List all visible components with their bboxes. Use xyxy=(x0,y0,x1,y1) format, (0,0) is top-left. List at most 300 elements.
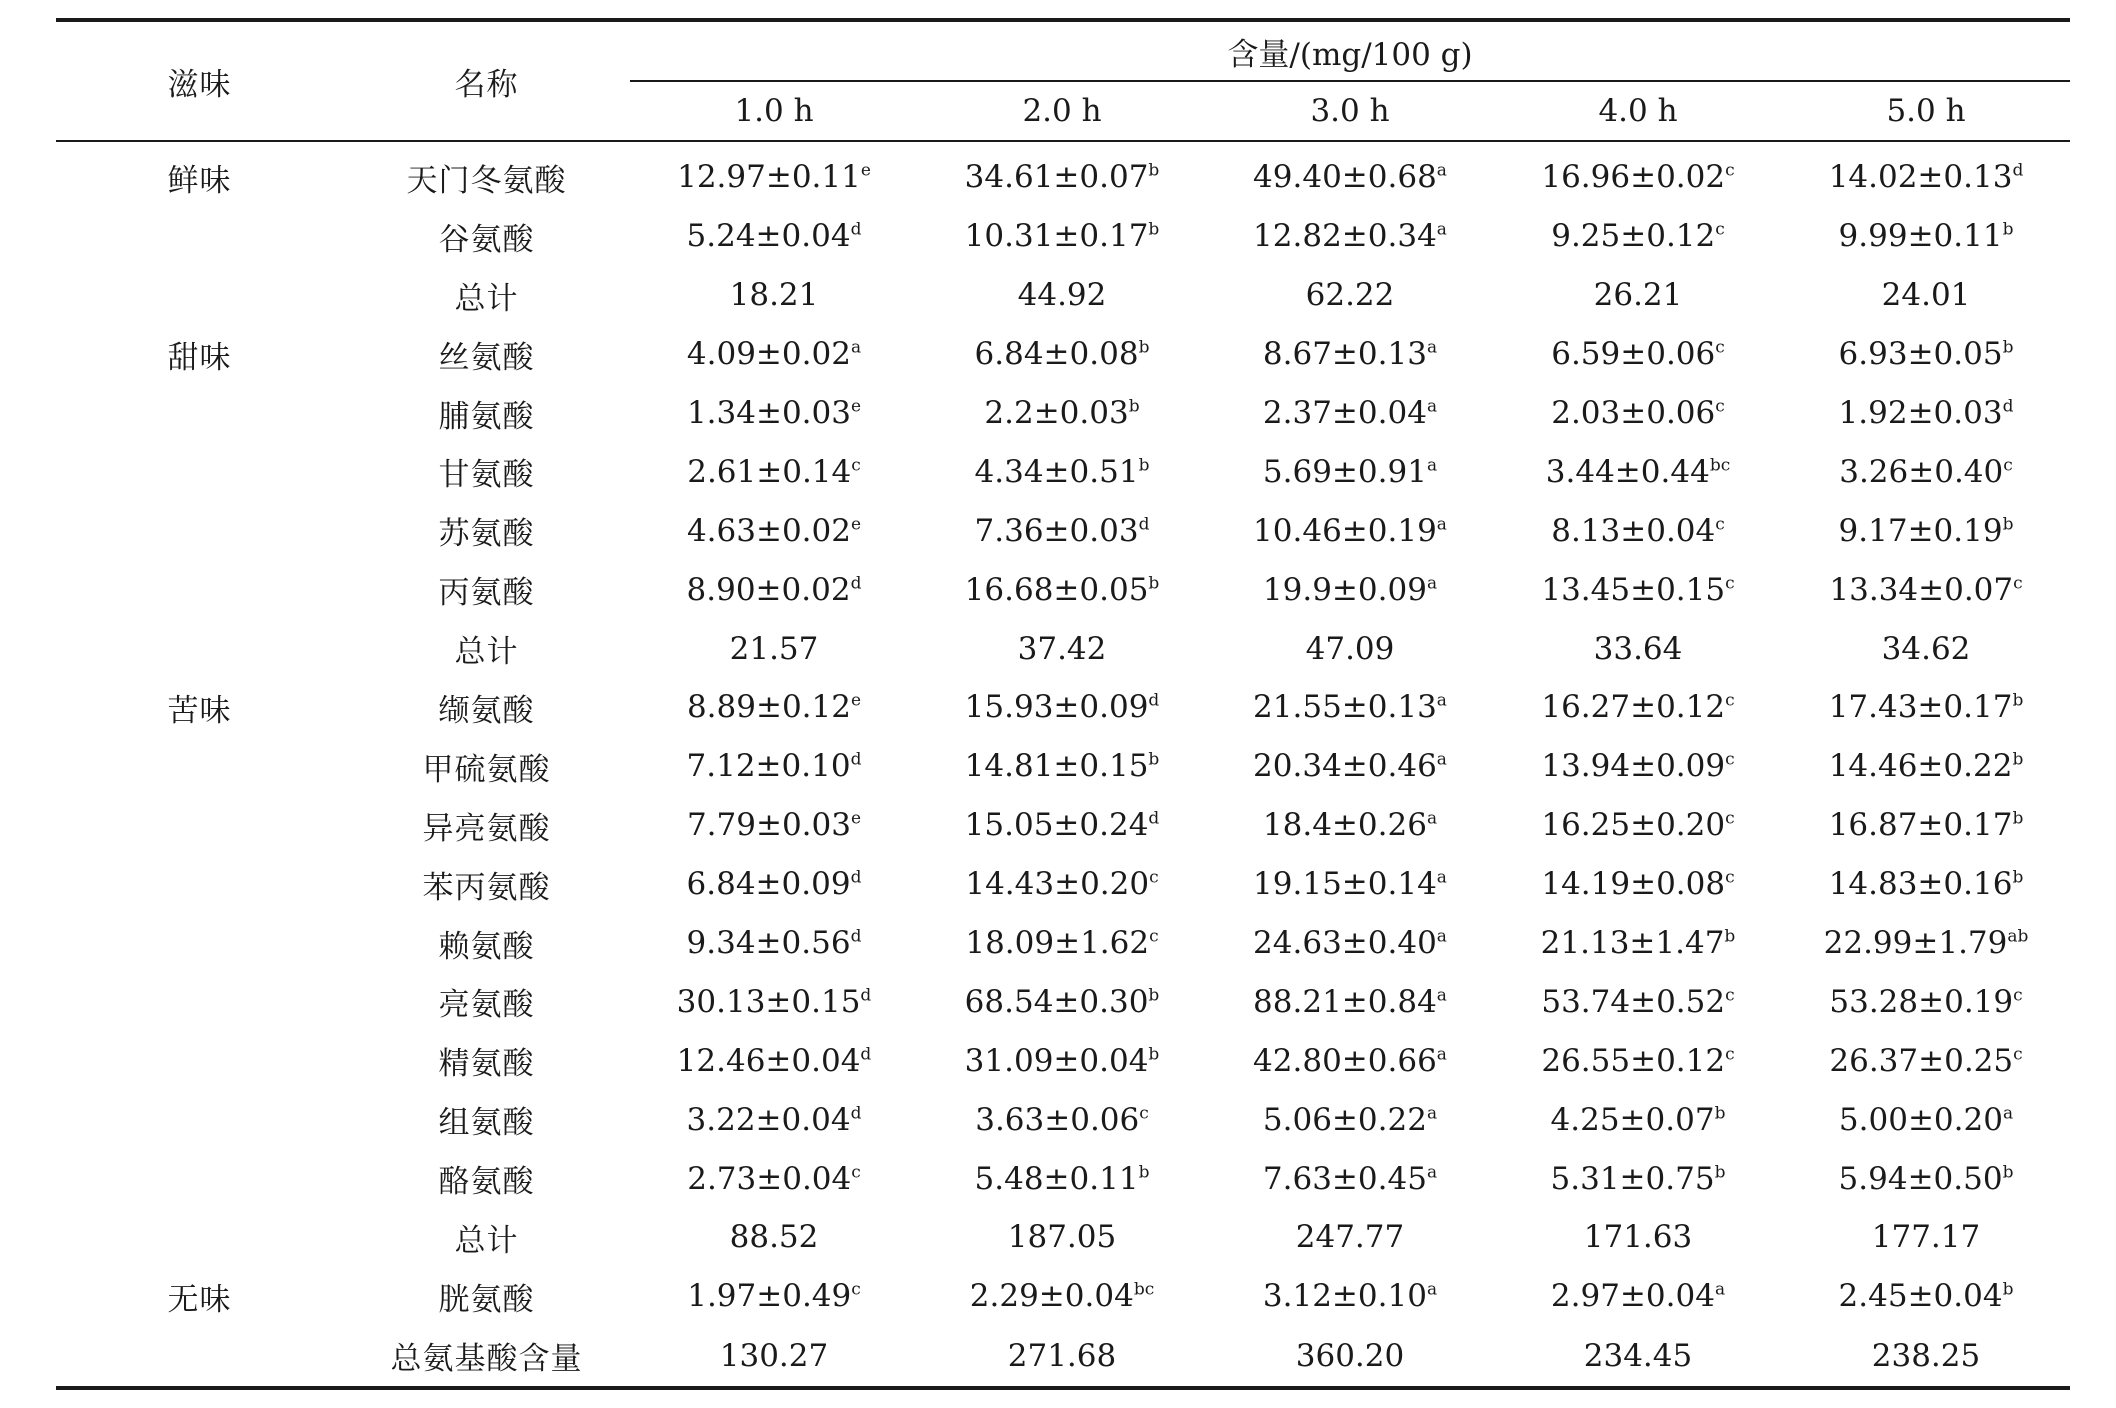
significance-superscript: b xyxy=(1714,1162,1726,1183)
value-text: 14.46±0.22 xyxy=(1828,748,2013,785)
taste-cell: 鲜味 xyxy=(167,162,232,199)
significance-superscript: a xyxy=(1426,455,1438,476)
table-row xyxy=(56,678,2070,737)
value-cell xyxy=(630,737,918,796)
value-cell xyxy=(918,678,1206,737)
taste-cell xyxy=(56,796,343,855)
amino-acid-name-cell: 苯丙氨酸 xyxy=(422,869,551,906)
value-text: 8.90±0.02 xyxy=(686,571,851,608)
significance-superscript: a xyxy=(1426,396,1438,417)
significance-superscript: a xyxy=(1436,985,1447,1006)
value-cell xyxy=(918,560,1206,619)
significance-superscript: c xyxy=(1725,750,1735,771)
table-row xyxy=(56,796,2070,855)
value-text: 22.99±1.79 xyxy=(1823,925,2008,962)
value-cell xyxy=(1494,678,1782,737)
value-cell xyxy=(1494,1090,1782,1149)
significance-superscript: ab xyxy=(2007,926,2029,947)
value-cell xyxy=(630,796,918,855)
significance-superscript: c xyxy=(1725,573,1735,594)
value-text: 26.37±0.25 xyxy=(1829,1042,2014,1079)
value-text: 9.17±0.19 xyxy=(1838,512,2003,549)
value-cell xyxy=(918,141,1206,207)
value-text: 18.21 xyxy=(729,277,819,314)
amino-acid-name-cell: 缬氨酸 xyxy=(438,692,535,729)
value-cell xyxy=(630,1208,918,1267)
value-cell xyxy=(1206,1031,1494,1090)
value-cell xyxy=(630,972,918,1031)
value-text: 4.34±0.51 xyxy=(974,453,1139,490)
value-text: 16.87±0.17 xyxy=(1828,807,2013,844)
significance-superscript: e xyxy=(850,396,862,417)
value-text: 16.96±0.02 xyxy=(1541,159,1726,196)
significance-superscript: c xyxy=(1725,1044,1735,1065)
significance-superscript: b xyxy=(1138,337,1150,358)
significance-superscript: b xyxy=(1148,161,1160,182)
value-text: 24.01 xyxy=(1881,277,1971,314)
value-cell xyxy=(1206,796,1494,855)
value-cell xyxy=(1206,384,1494,443)
value-cell xyxy=(1782,442,2070,501)
value-text: 3.44±0.44 xyxy=(1545,453,1710,490)
significance-superscript: b xyxy=(2002,514,2014,535)
amino-acid-name-cell: 丝氨酸 xyxy=(438,339,535,376)
time-header-4h: 4.0 h xyxy=(1494,81,1782,141)
amino-acid-name-cell: 总计 xyxy=(454,1222,519,1259)
name-column-header: 名称 xyxy=(343,20,630,141)
value-cell xyxy=(630,1031,918,1090)
value-text: 16.68±0.05 xyxy=(964,571,1149,608)
significance-superscript: c xyxy=(1715,514,1725,535)
value-text: 8.89±0.12 xyxy=(686,689,851,726)
significance-superscript: c xyxy=(1725,867,1735,888)
value-text: 5.00±0.20 xyxy=(1838,1101,2003,1138)
value-cell xyxy=(1494,442,1782,501)
value-cell xyxy=(1206,501,1494,560)
significance-superscript: a xyxy=(1714,1280,1726,1301)
value-cell xyxy=(1206,737,1494,796)
value-text: 4.63±0.02 xyxy=(686,512,851,549)
value-text: 14.83±0.16 xyxy=(1828,866,2013,903)
value-text: 7.36±0.03 xyxy=(974,512,1139,549)
significance-superscript: d xyxy=(850,573,862,594)
value-cell xyxy=(1206,914,1494,973)
value-cell xyxy=(1206,1208,1494,1267)
amino-acid-table-container xyxy=(56,18,2070,1390)
significance-superscript: d xyxy=(2002,396,2014,417)
value-cell xyxy=(630,1149,918,1208)
amino-acid-name-cell: 亮氨酸 xyxy=(438,987,535,1024)
value-cell xyxy=(918,1031,1206,1090)
table-row xyxy=(56,501,2070,560)
significance-superscript: c xyxy=(2003,455,2013,476)
significance-superscript: a xyxy=(1426,337,1438,358)
value-cell xyxy=(1494,141,1782,207)
significance-superscript: d xyxy=(1138,514,1150,535)
value-text: 37.42 xyxy=(1017,630,1107,667)
value-cell xyxy=(630,207,918,266)
value-text: 2.37±0.04 xyxy=(1262,395,1427,431)
taste-cell xyxy=(56,442,343,501)
significance-superscript: b xyxy=(2002,337,2014,358)
value-cell xyxy=(1494,1208,1782,1267)
value-text: 2.03±0.06 xyxy=(1551,395,1716,431)
significance-superscript: b xyxy=(2002,220,2014,240)
significance-superscript: c xyxy=(851,1280,861,1301)
table-row xyxy=(56,325,2070,384)
taste-cell xyxy=(56,619,343,678)
significance-superscript: d xyxy=(850,220,862,240)
taste-cell xyxy=(56,384,343,443)
significance-superscript: e xyxy=(860,161,871,182)
significance-superscript: a xyxy=(1436,691,1447,712)
significance-superscript: b xyxy=(1714,1103,1726,1124)
value-text: 4.25±0.07 xyxy=(1550,1101,1715,1138)
value-cell xyxy=(1206,855,1494,914)
value-cell xyxy=(1494,796,1782,855)
value-text: 24.63±0.40 xyxy=(1253,925,1437,962)
significance-superscript: bc xyxy=(1133,1280,1155,1301)
value-text: 88.21±0.84 xyxy=(1253,983,1437,1020)
amino-acid-name-cell: 谷氨酸 xyxy=(438,221,535,258)
taste-cell xyxy=(56,1090,343,1149)
value-cell xyxy=(1206,560,1494,619)
value-cell xyxy=(918,1208,1206,1267)
value-text: 2.73±0.04 xyxy=(687,1160,852,1197)
significance-superscript: b xyxy=(1148,1044,1160,1065)
value-cell xyxy=(1494,914,1782,973)
significance-superscript: a xyxy=(850,337,862,358)
value-text: 1.97±0.49 xyxy=(687,1278,852,1315)
value-text: 33.64 xyxy=(1593,630,1683,667)
amino-acid-name-cell: 丙氨酸 xyxy=(438,575,535,612)
value-text: 8.67±0.13 xyxy=(1262,336,1427,373)
value-cell xyxy=(1782,384,2070,443)
table-row xyxy=(56,266,2070,325)
value-text: 20.34±0.46 xyxy=(1253,748,1437,785)
significance-superscript: d xyxy=(2012,161,2024,182)
amino-acid-name-cell: 甘氨酸 xyxy=(438,457,535,494)
value-text: 26.55±0.12 xyxy=(1541,1042,1726,1079)
value-cell xyxy=(1494,619,1782,678)
table-row xyxy=(56,737,2070,796)
value-text: 360.20 xyxy=(1295,1337,1405,1374)
value-cell xyxy=(1782,1267,2070,1326)
value-cell xyxy=(1494,501,1782,560)
table-row xyxy=(56,914,2070,973)
significance-superscript: b xyxy=(2002,1280,2014,1301)
taste-cell xyxy=(56,972,343,1031)
value-cell xyxy=(1206,1149,1494,1208)
value-cell xyxy=(1494,737,1782,796)
value-text: 21.55±0.13 xyxy=(1253,689,1437,726)
value-text: 31.09±0.04 xyxy=(964,1042,1149,1079)
significance-superscript: b xyxy=(2012,750,2024,771)
significance-superscript: d xyxy=(860,985,872,1006)
value-cell xyxy=(630,384,918,443)
value-cell xyxy=(1782,501,2070,560)
value-text: 62.22 xyxy=(1305,277,1395,314)
value-text: 3.26±0.40 xyxy=(1839,453,2004,490)
value-text: 177.17 xyxy=(1871,1219,1981,1256)
amino-acid-name-cell: 总氨基酸含量 xyxy=(343,1326,630,1388)
taste-cell xyxy=(56,266,343,325)
value-text: 53.74±0.52 xyxy=(1541,983,1726,1020)
significance-superscript: d xyxy=(1148,808,1160,829)
value-cell xyxy=(918,207,1206,266)
significance-superscript: c xyxy=(851,1162,861,1183)
significance-superscript: a xyxy=(1426,1103,1438,1124)
value-text: 1.92±0.03 xyxy=(1838,395,2003,431)
value-cell xyxy=(1782,914,2070,973)
significance-superscript: b xyxy=(1148,750,1160,771)
significance-superscript: c xyxy=(1715,220,1725,240)
significance-superscript: c xyxy=(1715,396,1725,417)
value-cell xyxy=(1494,207,1782,266)
significance-superscript: a xyxy=(1436,220,1447,240)
value-text: 5.06±0.22 xyxy=(1262,1101,1427,1138)
table-body xyxy=(56,141,2070,1388)
value-cell xyxy=(918,1090,1206,1149)
value-cell xyxy=(1206,325,1494,384)
value-cell xyxy=(918,619,1206,678)
value-cell xyxy=(1782,141,2070,207)
significance-superscript: b xyxy=(1148,985,1160,1006)
significance-superscript: a xyxy=(1436,867,1447,888)
value-cell xyxy=(1782,855,2070,914)
significance-superscript: a xyxy=(1426,573,1438,594)
amino-acid-name-cell: 精氨酸 xyxy=(438,1046,535,1083)
value-text: 8.13±0.04 xyxy=(1551,512,1716,549)
value-cell xyxy=(630,1267,918,1326)
value-cell xyxy=(1782,266,2070,325)
value-cell xyxy=(1494,384,1782,443)
value-cell xyxy=(630,560,918,619)
significance-superscript: d xyxy=(860,1044,872,1065)
taste-cell: 苦味 xyxy=(167,692,232,729)
table-header xyxy=(56,20,2070,141)
content-unit-header: 含量/(mg/100 g) xyxy=(630,20,2070,81)
amino-acid-name-cell: 酪氨酸 xyxy=(438,1164,535,1201)
amino-acid-name-cell: 甲硫氨酸 xyxy=(422,751,551,788)
value-text: 5.31±0.75 xyxy=(1550,1160,1715,1197)
value-text: 6.93±0.05 xyxy=(1838,336,2003,373)
value-text: 1.34±0.03 xyxy=(686,395,851,431)
amino-acid-table xyxy=(56,18,2070,1390)
amino-acid-name-cell: 赖氨酸 xyxy=(438,928,535,965)
value-text: 187.05 xyxy=(1007,1219,1117,1256)
value-cell xyxy=(1206,266,1494,325)
value-cell xyxy=(918,796,1206,855)
value-cell xyxy=(1494,560,1782,619)
amino-acid-name-cell: 总计 xyxy=(454,634,519,671)
significance-superscript: b xyxy=(1148,573,1160,594)
value-text: 13.45±0.15 xyxy=(1541,571,1726,608)
significance-superscript: d xyxy=(850,1103,862,1124)
amino-acid-name-cell: 总计 xyxy=(454,280,519,317)
value-text: 2.29±0.04 xyxy=(969,1278,1134,1315)
value-text: 14.19±0.08 xyxy=(1541,866,1726,903)
value-text: 9.25±0.12 xyxy=(1551,218,1716,255)
value-text: 14.02±0.13 xyxy=(1828,159,2013,196)
value-cell xyxy=(1206,141,1494,207)
value-text: 30.13±0.15 xyxy=(676,983,861,1020)
value-cell xyxy=(1206,1267,1494,1326)
table-row xyxy=(56,1090,2070,1149)
value-cell xyxy=(1782,1090,2070,1149)
value-cell xyxy=(1494,1149,1782,1208)
significance-superscript: c xyxy=(1725,691,1735,712)
value-text: 13.94±0.09 xyxy=(1541,748,1726,785)
value-cell xyxy=(1782,678,2070,737)
value-text: 130.27 xyxy=(719,1337,829,1374)
value-text: 12.97±0.11 xyxy=(677,159,861,196)
value-cell xyxy=(630,1326,918,1388)
significance-superscript: c xyxy=(1715,337,1725,358)
taste-column-header: 滋味 xyxy=(56,20,343,141)
value-cell xyxy=(918,914,1206,973)
value-text: 271.68 xyxy=(1007,1337,1117,1374)
value-cell xyxy=(1494,972,1782,1031)
value-text: 15.05±0.24 xyxy=(964,807,1149,844)
value-text: 17.43±0.17 xyxy=(1828,689,2013,726)
value-cell xyxy=(1206,619,1494,678)
value-text: 6.84±0.09 xyxy=(686,866,851,903)
value-text: 2.61±0.14 xyxy=(687,453,852,490)
table-row xyxy=(56,1267,2070,1326)
significance-superscript: d xyxy=(1148,691,1160,712)
significance-superscript: b xyxy=(1138,1162,1150,1183)
significance-superscript: a xyxy=(1436,1044,1447,1065)
value-text: 47.09 xyxy=(1305,630,1395,667)
value-cell xyxy=(630,141,918,207)
taste-cell xyxy=(56,737,343,796)
value-cell xyxy=(630,325,918,384)
value-cell xyxy=(1782,737,2070,796)
value-cell xyxy=(1206,972,1494,1031)
significance-superscript: d xyxy=(850,926,862,947)
table-row xyxy=(56,442,2070,501)
value-cell xyxy=(1206,442,1494,501)
taste-cell xyxy=(56,855,343,914)
value-cell xyxy=(1494,1326,1782,1388)
significance-superscript: a xyxy=(1426,1280,1438,1301)
value-text: 18.4±0.26 xyxy=(1262,807,1427,844)
value-cell xyxy=(630,914,918,973)
value-text: 12.46±0.04 xyxy=(676,1042,861,1079)
significance-superscript: c xyxy=(2013,1044,2023,1065)
table-row xyxy=(56,855,2070,914)
value-text: 10.46±0.19 xyxy=(1253,512,1437,549)
value-cell xyxy=(918,325,1206,384)
value-cell xyxy=(1782,1149,2070,1208)
value-cell xyxy=(918,737,1206,796)
significance-superscript: c xyxy=(1149,926,1159,947)
value-cell xyxy=(1782,325,2070,384)
taste-cell xyxy=(56,1208,343,1267)
value-cell xyxy=(1206,1326,1494,1388)
taste-cell xyxy=(56,560,343,619)
amino-acid-name-cell: 异亮氨酸 xyxy=(422,810,551,847)
taste-cell xyxy=(56,1149,343,1208)
value-text: 18.09±1.62 xyxy=(965,925,1150,962)
table-row xyxy=(56,1208,2070,1267)
table-row xyxy=(56,1149,2070,1208)
significance-superscript: a xyxy=(1436,750,1447,771)
significance-superscript: b xyxy=(2012,867,2024,888)
amino-acid-name-cell: 组氨酸 xyxy=(438,1105,535,1142)
taste-cell: 甜味 xyxy=(167,339,232,376)
significance-superscript: e xyxy=(850,808,862,829)
significance-superscript: d xyxy=(850,867,862,888)
taste-cell xyxy=(56,501,343,560)
significance-superscript: e xyxy=(850,691,862,712)
significance-superscript: e xyxy=(850,514,862,535)
time-header-3h: 3.0 h xyxy=(1206,81,1494,141)
time-header-1h: 1.0 h xyxy=(630,81,918,141)
amino-acid-name-cell: 脯氨酸 xyxy=(438,398,535,435)
value-text: 13.34±0.07 xyxy=(1829,571,2014,608)
value-text: 15.93±0.09 xyxy=(964,689,1149,726)
taste-cell xyxy=(56,1326,343,1388)
value-cell xyxy=(918,442,1206,501)
value-cell xyxy=(1782,796,2070,855)
value-text: 238.25 xyxy=(1871,1337,1981,1374)
table-row xyxy=(56,619,2070,678)
significance-superscript: b xyxy=(1128,396,1140,417)
table-row xyxy=(56,1326,2070,1388)
significance-superscript: a xyxy=(1426,1162,1438,1183)
value-text: 3.12±0.10 xyxy=(1262,1278,1427,1315)
value-text: 7.63±0.45 xyxy=(1262,1160,1427,1197)
value-text: 6.59±0.06 xyxy=(1551,336,1716,373)
value-cell xyxy=(630,442,918,501)
value-text: 14.81±0.15 xyxy=(964,748,1149,785)
table-row xyxy=(56,207,2070,266)
value-cell xyxy=(1494,1267,1782,1326)
value-text: 12.82±0.34 xyxy=(1253,218,1437,255)
value-cell xyxy=(1206,678,1494,737)
value-text: 5.94±0.50 xyxy=(1838,1160,2003,1197)
value-cell xyxy=(918,266,1206,325)
value-cell xyxy=(1782,207,2070,266)
value-cell xyxy=(1782,972,2070,1031)
value-cell xyxy=(1782,1208,2070,1267)
taste-cell: 无味 xyxy=(167,1281,232,1318)
value-text: 6.84±0.08 xyxy=(974,336,1139,373)
value-text: 9.99±0.11 xyxy=(1838,218,2003,255)
value-cell xyxy=(1782,619,2070,678)
value-cell xyxy=(630,619,918,678)
value-text: 19.15±0.14 xyxy=(1253,866,1437,903)
value-text: 3.63±0.06 xyxy=(975,1101,1140,1138)
value-cell xyxy=(918,1267,1206,1326)
value-cell xyxy=(1782,1031,2070,1090)
value-text: 26.21 xyxy=(1593,277,1683,314)
amino-acid-name-cell: 苏氨酸 xyxy=(438,516,535,553)
value-text: 44.92 xyxy=(1017,277,1107,314)
value-text: 68.54±0.30 xyxy=(964,983,1149,1020)
value-cell xyxy=(1494,266,1782,325)
value-cell xyxy=(918,501,1206,560)
significance-superscript: c xyxy=(1139,1103,1149,1124)
time-header-2h: 2.0 h xyxy=(918,81,1206,141)
significance-superscript: c xyxy=(2013,985,2023,1006)
value-text: 10.31±0.17 xyxy=(964,218,1149,255)
value-text: 34.62 xyxy=(1881,630,1971,667)
value-text: 247.77 xyxy=(1295,1219,1405,1256)
value-text: 49.40±0.68 xyxy=(1253,159,1437,196)
